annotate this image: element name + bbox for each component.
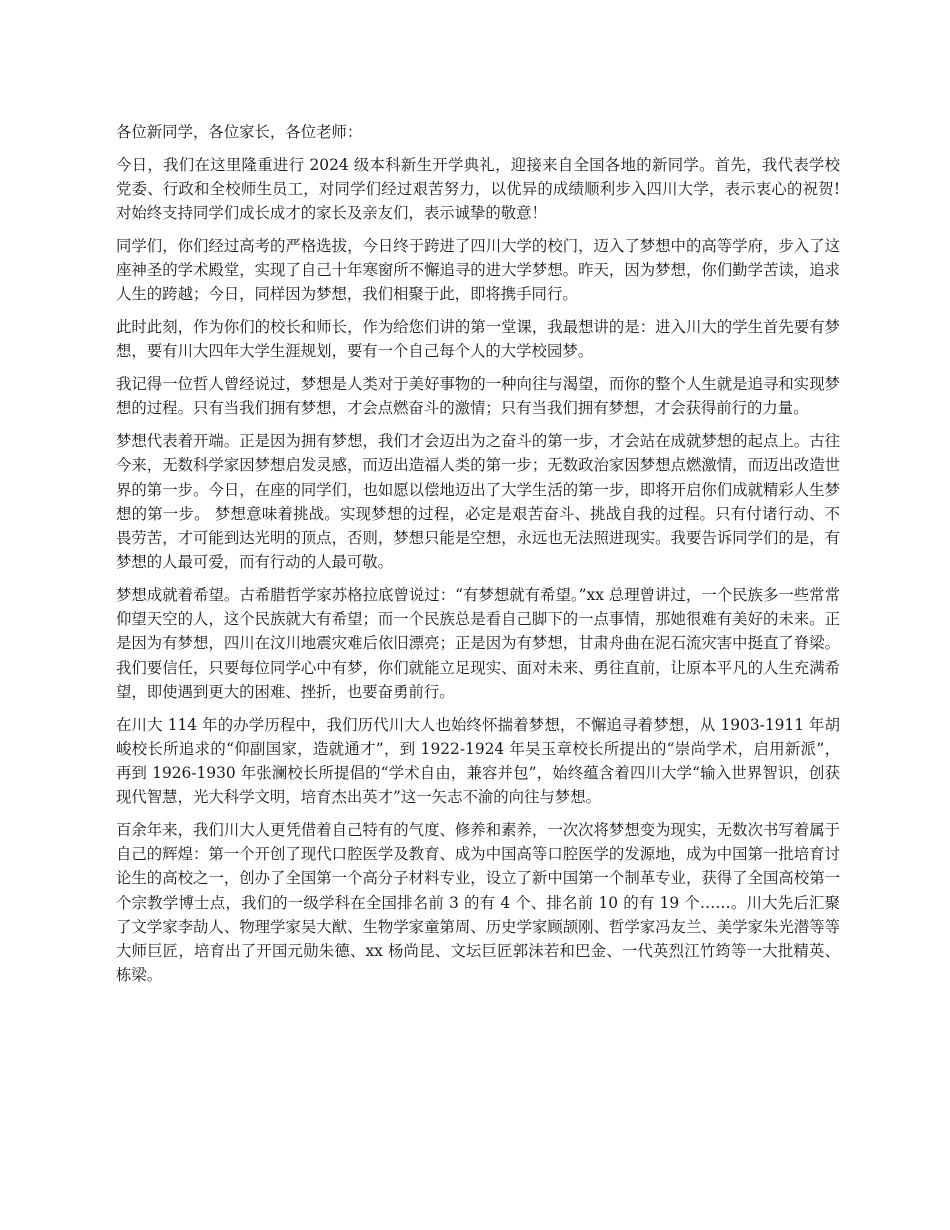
document-page: [116, 120, 840, 996]
greeting: 各位新同学，各位家长，各位老师：: [116, 123, 363, 141]
paragraph: 百余年来，我们川大人更凭借着自己特有的气度、修养和素养，一次次将梦想变为现实，无数次书写着属于自己的辉煌：第一个开创了现代口腔医学及教育、成为中国高等口腔医学的发源地，成为中国第一批培育讨论生的高校之一，创办了全国第一个高分子材料专业，设立了新中国第一个制革专业，获得了全国高校第一个宗教学博士点，我们的一级学科在全国排名前 3 的有 4 个、排名前 10 的有 19 个……。川大先后汇聚了文学家李劼人、物理学家吴大猷、生物学家童第周、历史学家顾颉刚、哲学家冯友兰、美学家朱光潜等等大师巨匠，培育出了开国元勋朱德、xx 杨尚昆、文坛巨匠郭沫若和巴金、一代英烈江竹筠等一大批精英、栋梁。: [116, 821, 840, 985]
paragraph: 今日，我们在这里隆重进行 2024 级本科新生开学典礼，迎接来自全国各地的新同学。首先，我代表学校党委、行政和全校师生员工，对同学们经过艰苦努力，以优异的成绩顺利步入四川大学，表示衷心的祝贺!对始终支持同学们成长成才的家长及亲友们，表示诚挚的敬意！: [116, 155, 840, 223]
paragraph: 我记得一位哲人曾经说过，梦想是人类对于美好事物的一种向往与渴望，而你的整个人生就是追寻和实现梦想的过程。只有当我们拥有梦想，才会点燃奋斗的激情；只有当我们拥有梦想，才会获得前行的力量。: [116, 375, 840, 418]
paragraph: 此时此刻，作为你们的校长和师长，作为给您们讲的第一堂课，我最想讲的是：进入川大的学生首先要有梦想，要有川大四年大学生涯规划，要有一个自己每个人的大学校园梦。: [116, 318, 840, 361]
paragraph: 梦想代表着开端。正是因为拥有梦想，我们才会迈出为之奋斗的第一步，才会站在成就梦想的起点上。古往今来，无数科学家因梦想启发灵感，而迈出造福人类的第一步；无数政治家因梦想点燃激情，而迈出改造世界的第一步。今日，在座的同学们，也如愿以偿地迈出了大学生活的第一步，即将开启你们成就精彩人生梦想的第一步。 梦想意味着挑战。实现梦想的过程，必定是艰苦奋斗、挑战自我的过程。只有付诸行动、不畏劳苦，才可能到达光明的顶点，否则，梦想只能是空想，永远也无法照进现实。我要告诉同学们的是，有梦想的人最可爱，而有行动的人最可敬。: [116, 432, 840, 572]
paragraph: 在川大 114 年的办学历程中，我们历代川大人也始终怀揣着梦想，不懈追寻着梦想，从 1903-1911 年胡峻校长所追求的“仰副国家，造就通才”，到 1922-1924 年吴玉章校长所提出的“崇尚学术，启用新派”，再到 1926-1930 年张澜校长所提倡的“学术自由，兼容并包”，始终蕴含着四川大学“输入世界智识，创获现代智慧，光大科学文明，培育杰出英才”这一矢志不渝的向往与梦想。: [116, 715, 840, 807]
paragraph: 同学们，你们经过高考的严格选拔，今日终于跨进了四川大学的校门，迈入了梦想中的高等学府，步入了这座神圣的学术殿堂，实现了自己十年寒窗所不懈追寻的进大学梦想。昨天，因为梦想，你们勤学苦读，追求人生的跨越；今日，同样因为梦想，我们相聚于此，即将携手同行。: [116, 237, 840, 304]
paragraph: 梦想成就着希望。古希腊哲学家苏格拉底曾说过：“有梦想就有希望。”xx 总理曾讲过，一个民族多一些常常仰望天空的人，这个民族就大有希望；而一个民族总是看自己脚下的一点事情，那她很难有美好的未来。正是因为有梦想，四川在汶川地震灾难后依旧漂亮；正是因为有梦想，甘肃舟曲在泥石流灾害中挺直了脊梁。我们要信任，只要每位同学心中有梦，你们就能立足现实、面对未来、勇往直前，让原本平凡的人生充满希望，即使遇到更大的困难、挫折，也要奋勇前行。: [116, 586, 840, 701]
